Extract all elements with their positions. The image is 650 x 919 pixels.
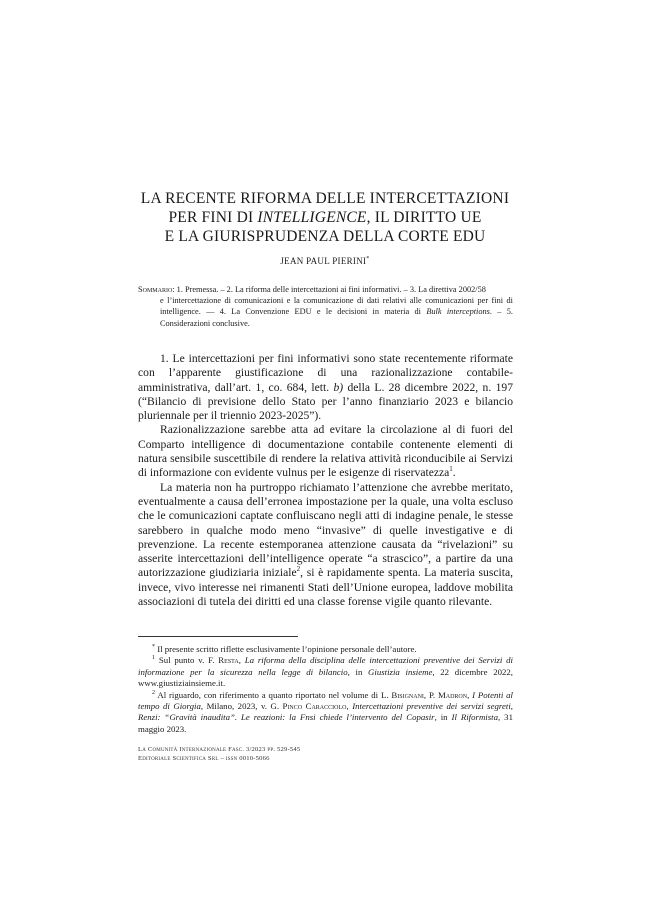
cited-title: La riforma della disciplina delle intercettazioni preventive dei Servizi di informazione per la sicurezza nella legge di bilancio <box>138 655 513 677</box>
journal-info: La Comunità Internazionale Fasc. 3/2023 pp. 529-545 <box>138 746 301 753</box>
footnote-ref[interactable]: 1 <box>449 465 453 474</box>
title-text: , IL DIRITTO UE <box>366 209 482 226</box>
footnote-mark: * <box>152 644 155 651</box>
footnote-ref[interactable]: 2 <box>296 565 301 574</box>
cited-author: Resta <box>218 655 239 666</box>
text: , P. <box>423 689 438 700</box>
text: 1. Le intercettazioni per fini informativi sono state recentemente riformate con l’apparente giustificazione di una razionalizzazione contabile-amministrativa, dall’art. 1, co. 684, lett. <box>138 352 513 394</box>
text: La materia non ha purtroppo richiamato l’attenzione che avrebbe meritato, eventualmente a causa dell’erronea impostazione per la quale, una volta escluso che le comunicazioni captate confluiscano negli atti di indagine penale, le stesse sarebbero in qualche modo meno “invasive” di quelle investigative e di prevenzione. La recente estemporanea attenzione causata da “rivelazioni” su asserite intercettazioni dell’intelligence operate “a strascico”, a partire da una autorizzazione giudiziaria iniziale <box>138 480 513 580</box>
summary <box>138 284 513 329</box>
summary-continuation <box>138 295 513 329</box>
cited-author: Madron <box>437 689 468 700</box>
summary-text: e l’intercettazione di comunicazioni e la comunicazione di dati relativi alle comunicazioni per fini di intelligence. — 4. La Convenzione EDU e le decisioni in materia di <box>160 296 513 317</box>
text: Il presente scritto riflette esclusivamente l’opinione personale dell’autore. <box>155 644 417 654</box>
cited-author: Bisignani <box>391 689 424 700</box>
text: della L. 28 dicembre 2022, n. 197 (“Bilancio di previsione dello Stato per l’anno finanziario 2023 e bilancio pluriennale per il triennio 2023-2025”). <box>138 380 513 423</box>
text: , in <box>434 712 452 723</box>
author-footnote-mark: * <box>366 256 370 262</box>
title-text: PER FINI DI <box>168 209 258 226</box>
footnote-2 <box>138 690 513 736</box>
publisher-info: Editoriale Scientifica Srl – issn 0010-5066 <box>138 755 270 762</box>
text: . <box>452 466 456 480</box>
title-italic: INTELLIGENCE <box>257 209 367 226</box>
text: , 31 maggio 2023. <box>138 712 513 734</box>
title-line-2 <box>100 208 550 227</box>
cited-journal: Il Riformista <box>451 712 499 723</box>
paragraph-3 <box>138 481 513 610</box>
paragraph-1 <box>138 352 513 423</box>
paragraph-2 <box>138 423 513 480</box>
author-name <box>100 256 550 266</box>
text: , <box>238 655 245 666</box>
cited-title: I Potenti al tempo di Giorgia <box>138 689 514 712</box>
summary-text: : 1. Premessa. – 2. La riforma delle intercettazioni ai fini informativi. – 3. La direttiva 2002/58 <box>172 285 486 294</box>
summary-label: Sommario <box>138 285 173 294</box>
text: Sul punto v. F. <box>155 655 219 666</box>
text: Razionalizzazione sarebbe atta ad evitare la circolazione al di fuori del Comparto intelligence di documentazione contabile contenente elementi di natura sensibile suscettibile di rendere la relativa attività riconducibile ai Servizi di informazione con evidente vulnus per le esigenze di riservatezza <box>138 423 513 480</box>
footnotes <box>138 644 513 735</box>
text: Al riguardo, con riferimento a quanto riportato nel volume di L. <box>155 689 392 700</box>
text: , 22 dicembre 2022, www.giustiziainsieme.it. <box>138 666 513 689</box>
article-title <box>100 189 550 246</box>
cited-author: Pinco Caracciolo <box>282 701 347 712</box>
footnote-mark: 2 <box>152 689 155 696</box>
footnote-mark: 1 <box>152 655 155 662</box>
text: , Milano, 2023, v. G. <box>200 701 283 712</box>
cited-title: Intercettazioni preventive dei servizi segreti, Renzi: “Gravità inaudita”. Le reazioni: la Fnsi chiede l’intervento del Copasir <box>138 701 513 723</box>
text: , <box>346 701 353 712</box>
page-footer <box>138 745 300 763</box>
title-line-1: LA RECENTE RIFORMA DELLE INTERCETTAZIONI <box>140 190 510 207</box>
text: , si è rapidamente spenta. La materia suscita, invece, vivo interesse nei rimanenti Stati dell’Unione europea, laddove mobilita associazioni di tutela dei diritti ed una classe forense vigile quanto rilevante. <box>138 566 513 609</box>
footnote-1 <box>138 655 513 689</box>
title-line-3: E LA GIURISPRUDENZA DELLA CORTE EDU <box>164 228 486 245</box>
article-body <box>138 352 513 609</box>
summary-italic: Bulk interceptions <box>426 307 490 317</box>
text: , <box>467 689 473 700</box>
italic-text: b) <box>333 380 344 394</box>
author-text: JEAN PAUL PIERINI <box>280 256 367 266</box>
summary-text: . – 5. Considerazioni conclusive. <box>160 307 514 328</box>
cited-journal: Giustizia insieme <box>368 666 433 677</box>
footnote-divider <box>138 636 298 637</box>
text: , in <box>347 666 369 677</box>
footnote-author <box>138 644 513 655</box>
